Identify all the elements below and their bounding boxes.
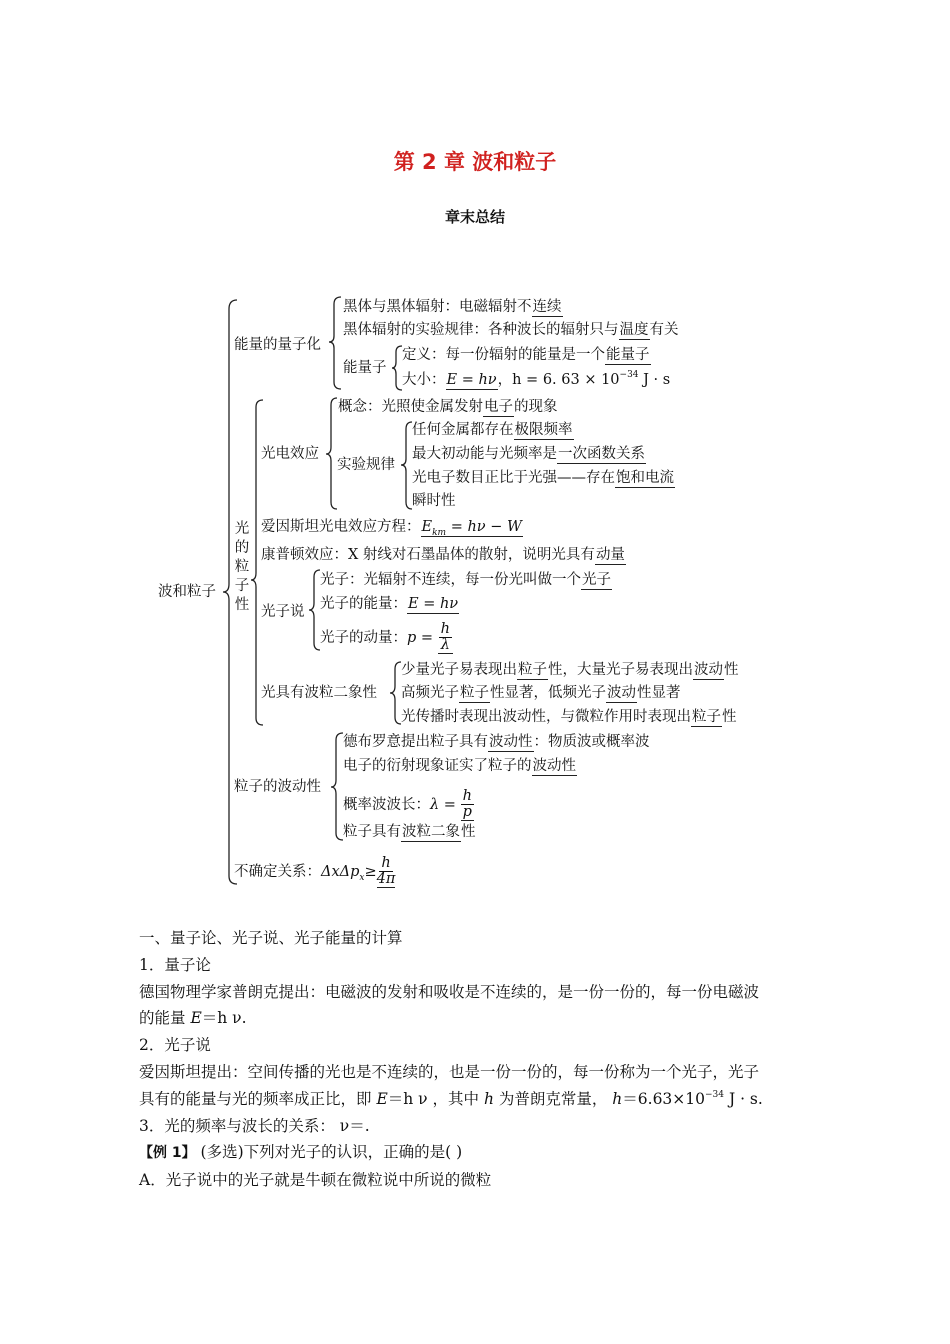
node-wave-nature: 粒子的波动性 [234, 779, 321, 795]
node-rule-4: 瞬时性 [412, 493, 456, 509]
answer-blank: 波动性 [489, 734, 533, 750]
answer-blank: 极限频率 [514, 422, 573, 438]
example-question: 【例 1】 (多选)下列对光子的认识，正确的是( ) [139, 1143, 463, 1162]
answer-blank: $\frac{h}{p}$ [462, 788, 472, 820]
node-photon-2: 光子的能量：E = hν [320, 596, 459, 612]
node-blackbody-law: 黑体辐射的实验规律：各种波长的辐射只与温度有关 [343, 322, 679, 338]
node-photon-3: 光子的动量：p = $\frac{h}{\lambda}$ [320, 622, 453, 654]
node-pe-concept: 概念：光照使金属发射电子的现象 [338, 399, 558, 415]
node-blackbody: 黑体与黑体辐射：电磁辐射不连续 [343, 299, 562, 315]
brace-quantum [392, 346, 402, 390]
section-subtitle: 章末总结 [444, 208, 505, 226]
answer-blank: $\frac{h}{4\pi}$ [376, 855, 396, 887]
node-energy-quantum: 能量子 [343, 360, 387, 376]
node-photon-theory: 光子说 [261, 604, 305, 620]
section-heading: 一、量子论、光子说、光子能量的计算 [139, 929, 403, 947]
answer-blank: 波粒二象 [402, 824, 460, 840]
node-rule-1: 任何金属都存在极限频率 [412, 422, 573, 438]
summary-body [139, 925, 819, 1194]
paragraph-text: 的能量 E＝h ν. [139, 1009, 247, 1028]
brace-photon [309, 570, 320, 650]
paragraph-text: 具有的能量与光的频率成正比，即 E＝h ν ，其中 h 为普朗克常量， $h=6.63\times 10^{-34}$ J · s. [139, 1089, 763, 1108]
node-photon-1: 光子：光辐射不连续，每一份光叫做一个光子 [320, 572, 611, 588]
answer-blank: 电子 [484, 399, 513, 415]
node-rule-3: 光电子数目正比于光强——存在饱和电流 [412, 470, 674, 486]
answer-blank: 粒子 [460, 685, 489, 701]
answer-blank: 粒子 [692, 709, 721, 725]
node-pe-experiment: 实验规律 [337, 457, 395, 473]
map-root-label: 波和粒子 [158, 584, 216, 600]
node-quantization: 能量的量子化 [234, 337, 321, 353]
node-wavelength: 概率波波长：λ = $\frac{h}{p}$ [343, 788, 472, 820]
node-quantum-size: 大小：E = hν，h = 6. $63 \times 10^{-34}$ J · s [402, 370, 671, 388]
answer-blank: 动量 [595, 547, 625, 563]
answer-blank: 波动 [694, 662, 723, 678]
node-photoelectric: 光电效应 [261, 446, 319, 462]
answer-blank: 光子 [582, 572, 611, 588]
answer-blank: 一次函数关系 [558, 446, 645, 462]
node-rule-2: 最大初动能与光频率是一次函数关系 [412, 446, 645, 462]
paragraph-text: 爱因斯坦提出：空间传播的光也是不连续的，也是一份一份的，每一份称为一个光子，光子 [139, 1062, 760, 1081]
node-uncertainty: 不确定关系：ΔxΔp$_x$≥ $\frac{h}{4\pi}$ [234, 855, 396, 887]
item-heading: 2．光子说 [139, 1036, 211, 1055]
option-a: A．光子说中的光子就是牛顿在微粒说中所说的微粒 [139, 1171, 492, 1190]
paragraph-text: 德国物理学家普朗克提出：电磁波的发射和吸收是不连续的，是一份一份的，每一份电磁波 [139, 982, 760, 1001]
brace-quantization [329, 297, 341, 389]
node-duality-2: 高频光子粒子性显著，低频光子波动性显著 [401, 685, 681, 701]
answer-blank: E = hν [408, 596, 459, 612]
node-wave-particle: 粒子具有波粒二象性 [343, 824, 476, 840]
brace-photoelectric [326, 398, 337, 509]
answer-blank: 温度 [619, 322, 649, 338]
item-heading: 1．量子论 [139, 955, 211, 974]
answer-blank: 粒子 [518, 662, 547, 678]
node-debroglie: 德布罗意提出粒子具有波动性：物质波或概率波 [343, 734, 650, 750]
item-heading: 3．光的频率与波长的关系： ν＝. [139, 1116, 370, 1135]
answer-blank: 波动 [607, 685, 636, 701]
answer-blank: 连续 [532, 299, 562, 315]
answer-blank: 能量子 [606, 347, 650, 363]
page-title: 第 2 章 波和粒子 [393, 150, 557, 174]
node-duality-3: 光传播时表现出波动性，与微粒作用时表现出粒子性 [401, 709, 737, 725]
brace-wave [331, 733, 343, 840]
brace-experiment [401, 422, 412, 509]
answer-blank: 波动性 [532, 758, 576, 774]
node-duality-1: 少量光子易表现出粒子性，大量光子易表现出波动性 [401, 662, 739, 678]
answer-blank: 饱和电流 [616, 470, 674, 486]
node-duality: 光具有波粒二象性 [261, 685, 377, 701]
answer-blank: $\frac{h}{\lambda}$ [438, 622, 453, 654]
brace-duality [390, 662, 401, 724]
node-particle-nature: 光 的 粒 子 性 [234, 521, 250, 613]
answer-blank: $E_{km} = h\nu - W$ [421, 519, 522, 538]
answer-blank: E = hν [446, 372, 497, 388]
node-compton: 康普顿效应：X 射线对石墨晶体的散射，说明光具有动量 [261, 547, 625, 563]
node-quantum-definition: 定义：每一份辐射的能量是一个能量子 [402, 347, 650, 363]
node-einstein-equation: 爱因斯坦光电效应方程：$E_{km} = h\nu - W$ [261, 519, 522, 538]
node-diffraction: 电子的衍射现象证实了粒子的波动性 [343, 758, 576, 774]
